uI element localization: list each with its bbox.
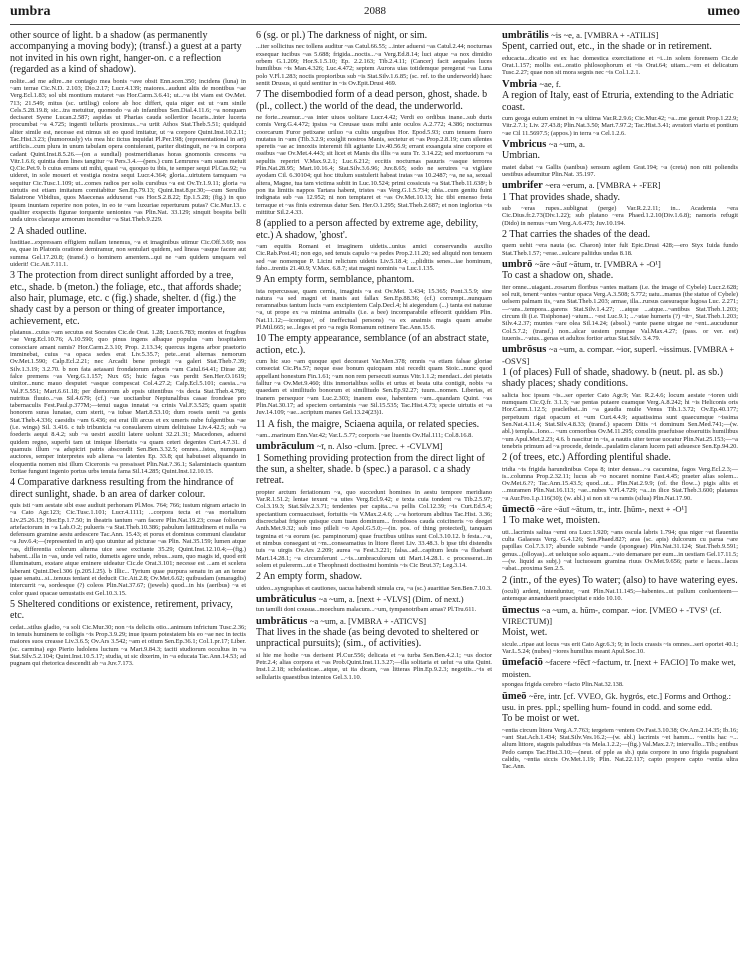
sense-definition: Umbrian. [502,150,541,162]
citation-block: (oculi) ardent, intenduntur, ~ant Plin.Nat.11.145;—habentes...ut pullum conluenteem—antemque annanduerit praecipitat e nido 10.10. [502,588,738,603]
sense-definition: 7 The disembodied form of a dead person, ghost, shade. b (pl., collect.) the world of the dead, the underworld. [256,89,488,112]
entry-headword: umbrōsus [502,344,547,356]
dictionary-entry [502,139,738,150]
citation-block: lustitiae...expressam effigiem nullam tenemus, ~a et imaginibus utimur Cic.Off.3.69; nos ea, quae in Platonis oratione demiramur, non sentulari quidem, sed lineas ~asque facere aut summa Gel.17.20.8; (transf.) o hominem amentem...qui ne ~am quidem umquam vel uiderit! Cic.Att.7.11.1. [10,238,246,268]
entry-headword: ūmectus [502,604,540,616]
citation-block: ne forte...reamur...~as inter uiuos uolitare Lucr.4.42; Verdi eo ordibus inane...sub duris comis Verg.G.4.472; ipsius ~a Creusae usus mihi ante oculos A.2.772; 4.386; nocturnus coorcarum Furor petixane uriluo ~a cultis unguibus Hor. Epod.5.93; cum tenuem fuero mutatus in ~am (Tib.3.2.9; exsiglit nostros Manis, sectetur et ~as Prop.2.8.19; cum silentes speretis ~ae ac innoxiis interemit fili agitante Liv.40.56.9; errant exsanguia sine corpore et ossibus ~ae Ov.Met.4.443; sit licet et Manis dis illis ~a sura Tr. 3.14.22; sed mortuorum ~a sepultis reperirt V.Max.9.2.1; Luc.6.212; eccitis nocturnas pauuris ~asque terrores Plin.Nat.28.95; Mart.10.16.4; Stat.Silv.3.6.96; Juv.8.65; sodo ne seruires ~a vigilare ayodam Cil. 6.30104; qui hoc titulum sustulerit habeat iratas ~as 10.2487; ~a, ne sa, sexual altera, Magne, tua tam victima subiit in Luc.10.524; primi cossicuis ~a Stat.Theb.11.638ᵃ; b pon ita limitis nappos Tartara habent, tristes ~as Verg.G.1.5.734; ubia...cum genitu fuint indignata sub ~as 12.952; ni non temptaret et ~as Ov.Met.10.13; hic tibi emenso freta terraque et ~as finis extremus datur Sen. Her.O.1.295; Stat.Theb.2.687; et non inglorius ~is mittitur Sil.2.4.33. [256,114,492,216]
citation-block: ista repercussae, quam cernis, imaginis ~a est Ov.Met. 3.434; 15.365; Pont.3.5.9; sine natura ~a sed magni et inanis aut fallax Sen.Ep.88.36; (cf.) corrumpt...nunquam reramnaibus tantum lucis ~am excipientem Calp.Decl.4; hi aiegendum (...) tanta est naturae ~a, ut prope ex ~a minima animalis (i.e. a bee) incomparabile effecerit quiddam Plin. Nat.11.12;—iconique/, of ineffectual persons) ~a ex anaimis magis quam amabe Pl.Mil.665; se...leges et pro ~a regis Romanum retinere Tac.Ann.15.6. [256,287,492,332]
citation-block: si hie me hodie ~us derisent Pl.Cur.556; delicata et ~a turba Sen.Ben.4.2.1; ~us doctor Petr.2.4; alias corpora et ~as Prob.Quint.Inst.11.3.27;—illa solitaria et uelut ~a uita Quint. Inst.1.2.18; scholasticae...atque, ut ita dicam, ~as litteras Plin.Ep.9.2.3; negotiis...~is et sellulariis quaestibus intentos Gel.3.1.10. [256,651,492,681]
citation-block: iter omne...uiagant...rosarum floribus ~antes mattam (i.e. the image of Cybele) Lucr.2.628; sol ruit, tenent ~antes ~antur opaca Verg.A.3.508; 5.772; uatu...manus (the statue of Cybele) uelsem palmam iis, ~ans Stat.Theb.1.203; armae, illa...rursus caesuraque lugosa Luc. 2.271;—~ans...tempora...garens Stat.Silv.1.4.27; ...atque ...atque...~antibus Stat.Theb.1.203; circum ili (i.e. Tisiphonae) ~atum... ~est Luc.9.1; ...~atae humeris (?) ~it~, Stat.Theb.1.203; Silv.4.2.37; muntes ~are olea Sil.14.24; (absol.) ~ante paene uirgae ne ~ent...aucudunur Col.5.7.2; (transf.) non...alcar uestem pumpae Val.Max.4.27; (pass. or ver. est) iuuenis...~atus...genas et adultos fortior artus Stat.Silv. 3.4.79. [502,283,738,342]
citation-block: tridia ~is frigida harundinibus Copa 8; inter densas...~a cacumina, fagos Verg.Ecl.2.3;—is...columna Prop.2.32.11; lucus ab ~o nocaret nomine Fast.4.45; praeter alias solem... Ov.Met.6.??; Tac.Ann.15.43.5; quod...ut... Plin.Nat.2.9.9; (of. the flow...) pigis aliis et ...muramen Plin.Nat.16.113; ~ae...nubes V.Fl.4.729; ~a...in ilice Stat.Theb.3.600; platanus ~a Aur.Fro.1.p.116(30); (w. abl.) si non sit ~a ramis (silua) Plin.Nat.17.90. [502,465,738,502]
entry-headword: umbrō [502,258,533,270]
sense-definition: 3 The protection from direct sunlight afforded by a tree, etc., shade. b (meton.) the foliage, etc., that affords shade; also hair, plumage, etc. c (fig.) shade, shelter. d (fig.) the shady cast by a person or thing of greater importance, achievement, etc. [10,270,242,327]
entry-grammar: ~a ~um, a. [VMBRA + -ATICVS] [309,615,427,626]
citation-block: salicta hoc ipsum ~is...ser operter Cato Agr.9; Var. R.2.4.6; locum aestate ~ioren uidi numquam Cic.Q.fr. 3.1.3; ~ae pentas putaere cuamque Verg.A.8.242; hi ~is Heliconis oris Hor.Carm.1.12.5; pracleibat...in ~a gaudia mulie Venus Tib.1.3.72; Ov.Ep.40.177; perpetuum rigat opacum et ~um Curt.4.4.9; aquatissima sunt quaecumque ~issima Sen.Nat.4.11.4; Stat.Silv.4.8.33; (transf.) spacem Ditis ~i dominum Sen.Med.741;—(w. abl.) templa...Iono... ~um cornoribus Ov.M.11.295; consiliis praefuisse obseruitis humilibus ~um Apul.Met.2.23; 4.6. b nascitur in ~is, a nautis uiter terrae uocatur Plin.Nat.25.153;—~a tenebris primum ad ~a procede, deinde...paulatim claram lucem pati adsuesce Sen.Ep.94.20. [502,391,738,450]
sense-definition: 1 (of places) Full of shade, shadowy. b (neut. pl. as sb.) shady places; shady conditions. [502,366,723,390]
sense-definition: To be moist or wet. [502,713,580,725]
sense-definition: other source of light. b a shadow (as permanently accompanying a moving body); (transf.) a guest at a party not invited in his own right, hanger-on. c a reflection (regarded as a kind of shadow). [10,30,242,76]
citation-block: ~entia circum litora Verg.A.7.763; tergetem ~entem Ov.Fast.3.10.38; Ov.Am.2.14.35; Ib.16; ~ant Stat.Ach.1.434; Stat.Silv.Ves.16.2;—(w. abl.) lacrimis ~et hamm... ~entiis hac ~... alium littore, stagnis paludibus ~is Mela.1.2.2;—(fig.) Val.Max.2.?; intervallo...Tib.; entibus Pedo camps Tac.Hist.3.10;—(neut. of pple as sb.) quia corpore in uno frigida pugnabant calidis, ~entia siccis Ov.Met.1.19; Plin. Nat.22.117; capto propere capto ~entia ultra Tac.Ann. [502,726,738,771]
citation-block: quis isti ~am aestate sibi esse audiuit perhonam Pl.Mos. 764; 766; iustum nigram artacio in ~a Cato Agr.123; Cic.Tusc.1.101; Lucr.4.1111; ...corpora tecta et ~as mortalium Liv.25.26.15; Hor.Ep.1.7.50; in theatris tantum ~am facere Plin.Nat.19.23; cosae foliorum artefactorum in ~a Lab.O.2; pulueris ~a Stat.Theb.10.386; pabulum lattitudinem et nulla ~a defensum gramine aestu ardescere Tac.Ann. 15.43; et porus et dominus communi claudatur ~a Juv.6.4;—(represented in art) quo utuntur ad picturae ~as Plin. Nat.35.159; lumen atque ~as, differentia colorum alterna uice sese excitante 35.29; Quint.Inst.12.10.4;—(fig.) habent...illa in ~as, unde vel ratio, dumetis agere unde, rebus...sum, quo magis id, quod erit illuminatum, exstare atque eminere uideatur Cic.de Orat.3.101; necesse est ...am et scelera laberant Quint.Decl.306 (p.205.l.25). b Illic... Tyrium quae purpura senatu in an an tenue quae senatu...si...tenuus teniant et deducit Cic.Att.2.8; Ov.Met.6.62; quibusdam (smaragdis) intercurrit ~a, sordesque (?) coleos Plin.Nat.37.67; (jewels) quod...in his (aeribus) ~a et color quasi opacae uenustatis est Gel.10.3.15. [10,501,246,597]
dictionary-entry [502,691,738,714]
citation-block: spongea frigida cerebro ~facto Plin.Nat.32.138. [502,681,624,689]
sense-definition: 4 Comparative darkness resulting from the hindrance of direct sunlight, shade. b an area of darker colour. [10,477,234,500]
entry-headword: umbrifer [502,180,543,192]
entry-headword: Vmbricus [502,138,547,150]
citation-block: propter arctum feriationum ~a, quo succedunt homines in aestu tempore meridiano Var.R.1.51.2; lentae texunt ~a uites Verg.Ecl.9.42; e texta cuia tondent ~a Tib.2.5.97; Col.3.19.3; Stat.Silv.2.3.71; tendentes per capita...~a pellis Col.12.39; ~is Curt.Ed.5.4; spectantium cornuacuisset, fortuitis ~is V.Max.2.4.6; ...~a hortorum abditus Tac.Hist. 3.36; discrectabat frigore quisque cum tuam dominum... frondosos cauda coicitneris ~o deeget Anth.Met.9.32; sub imo pilleli ~o Apol.G.5.0;—(in. pos. of thing protected), tanquam tegmina et ~a eorum (sc. pampinorum) quae fructibus utilius sunt Col.3.10.12. b festa...~a, et nimbus consegant ut ~m...conseamatius in litore fleret Liv. 33.48.3. b ipse tibi distendis tuis ~a uirgis Ov.Ars 2.209; aurea ~a Fest.3.221; falsa...ad...capitum leuis ~a fluebant Mart.14.28.1; ~a circumferunt ...~is...umbraculorum uti Mart.14.28.1. c processerat...in solem et pulererm...ut e Theophrasti doctissimi hominis ~is Cic Brut.37; Leg.3.14. [256,488,492,569]
dictionary-entry [502,504,738,515]
column-right [502,30,738,958]
sense-definition: 2 (of trees, etc.) Affording plentiful shade. [502,452,671,464]
citation-block: uideo...syngraphas et cautiones, uacua habendi simula cra, ~a (sc.) auaritiae Sen.Ben.7.10.3. [256,584,492,592]
sense-definition: 8 (applied to a person affected by extreme age, debility, etc.) A shadow, 'ghost'. [256,218,479,241]
sense-definition: 6 (sg. or pl.) The darkness of night, or sim. [256,30,428,41]
sense-definition: Moist, wet. [502,627,548,639]
entry-headword: umbrāticus [256,615,308,627]
dictionary-entry [502,605,738,628]
entry-grammar: ~āre ~āuī ~ātum, tr., intr. [hūm-, next + -O¹] [537,504,687,514]
sense-definition: 5 Sheltered conditions or existence, retirement, privacy, etc. [10,598,233,622]
entry-headword: ūmeō [502,690,527,702]
page-number: 2088 [364,5,386,17]
entry-grammar: ~āre ~āuī ~ātum, tr. [VMBRA + -O¹] [534,258,661,269]
entry-grammar: ~ae, f. [539,78,561,89]
citation-block: uti...lacrimis saliua ~emi ora Lucr.1.920; ~ans oscula labris 1.794; qua niger ~at flauentia culta Galaesus Verg. G.4.126; Sen.Phaed.827; aras (sc. apis) dulcorum cu parua ~are papillas Col.7.3.17; abunde subinde ~ande (spongeae) Plin.Nat.31.124; Stat.Theb.9.591; genus...(olloyas)...et uelutque solo aquam...~ato demanare per eum...in uestiam Gel.17.11.5;—(w. liquid as subj.) ~at luctuosum gramina riuus Ov.Met.9.656; parte e lacus...lacus ~abat...proxima Sen.2.5. [502,528,738,573]
sense-definition: 2 (intr., of the eyes) To water; (also) to have watering eyes. [502,574,738,586]
sense-definition: 11 A fish, the maigre, Sciaena aquila, or related species. [256,418,480,430]
dictionary-entry [256,616,492,627]
citation-block: quem uehit ~era nauta (sc. Charon) inter fult Epic.Drusi 428;—ero Styx Iuida fundo Stat.Theb.1.57; ~erae...sulcare paliidus undas 8.18. [502,242,738,257]
entry-headword: ūmectō [502,504,535,515]
sense-definition: 2 A shaded outline. [10,225,87,237]
dictionary-entry [502,30,738,41]
dictionary-columns [10,30,740,958]
citation-block: ...iter sollicitus nec tollens auditur ~as Catul.66.55; ...inter aduersi ~as Catul.2.44; nocturnas exsequar iucibus ~as 5.688; frigida...noctis...~a Verg.Ed.8.14; luci atque ~a nox dimidio orbem G.1.209; Hor.S.1.5.10; Ep. 2.2.163; Tib.2.4.11; (Cancer) facit aequales luces humilibus ~is Man.4.326; Luc.4.472; septem Aurora uias totidemque peregerat ~as Luna polo V.Fl.1.283; noctis propioribus sub ~is Stat.Silv.1.6.85; (sc. ref. to the underworld) haec sentit Drusus, si quid sentitur in ~is Ov.Epit.Drusi 469. [256,43,492,87]
sense-definition: To cast a shadow on, shade. [502,270,614,282]
sense-definition: 10 The empty appearance, semblance (of an abstract state, action, etc.). [256,333,490,356]
right-guide-word: umeo [707,4,740,19]
entry-grammar: ~a ~um, a. hūm-, compar. ~ior. [VMEO + -TVS¹ (cf. VIRECTUM)] [502,604,722,626]
citation-block: sub ~eras rupes...sublignat (perge) Var.R.2.2.11; in... Academia ~era Cic.Dius.fr.2.73(Div.1.22); sub platano ~era Phaed.1.2.10(Div.1.6.8); namoris refugit (Dido) in nemus ~um Verg.A.6.473; Juv.10.194. [502,205,738,227]
sense-definition: 2 That carries the shades of the dead. [502,228,651,240]
entry-headword: umbrāculum [256,441,315,453]
entry-headword: Vmbria [502,78,537,90]
citation-block: matet dabat ~a Gallis (sanibus) sensum agilem Grat.194; ~a (creta) non niti poliendis uestibus adsumitur Plin.Nat. 35.197. [502,163,738,178]
citation-block: cum hic suo ~am quoque spei decoraset Var.Men.378; omnis ~a etiam falsae gloriae consectat Cic.Pis.57; neque esse bonum quicquam nisi recedit quam Stoic...nunc quod appellant honestum Fin.1.61; ~am non rem persecuti sumus Vitr.1.1.2; mendaci...dei pietatis falltur ~a Ov.Met.9.460; iliis inmortalibus sollis et urtus et beata uita contigit, nobis ~a quaedam et similitudo bonorum et similitudo Sen.Ep.92.27; tuum...nomen. Libertas, et inanem persequor ~am Luc.2.303; inanem esse, habentem ~am...quandam Quint. ~as Plin.Nat.30.17; ad speciem certaminis ~ae Sil.15.535; Tac.Hist.4.73; specie uirtutis et ~a Juv.14.109; ~ae...scriptum manes Gel.13.24(23)1. [256,358,492,417]
entry-headword: umbrāticulus [256,593,317,605]
entry-grammar: ~ēre, intr. [cf. VVEO, Gk. hygrós, etc.] Forms and Orthog.: usu. in pres. ppl.; spelling hum- found in codd. and some edd. [502,690,732,712]
entry-grammar: ~a ~um, a. compar. ~ior, superl. ~issimus. [VMBRA + -OSVS] [502,344,735,366]
header-rule [10,24,740,25]
left-guide-word: umbra [10,4,51,19]
citation-block: ~am...marinum Enn.Var.42; Var.L.5.77; corporis ~ae liuentis Ov.Hal.111; Col.8.16.8. [256,431,473,439]
entry-grammar: ~era ~erum, a. [VMBRA + -FER] [545,180,661,191]
dictionary-entry [256,441,492,452]
citation-block: cum geoga euium eminet in ~a ultima Var.R.2.9.6; Cic.Mur.42; ~a...me genuit Prop.1.22.9; Vitr.2.7.1; Liv. 27.43.8; Plin.Nat.3.50; Mart.7.97.2; Tac.Hist.3.41; avratori viariu et pontium ~ae Cil 11.5697.5; (appos.) in terra ~a Cel.1.2.6. [502,114,738,137]
entry-headword: ūmefaciō [502,657,543,669]
citation-block: sicule...ripae aut locus ~us erit Cato Agr.6.3; 9; in locis crassis ~is omnes...seri oportet 40.1; Var.L.5.24; (nubes) ~iores humilius meant Apul.Soc.10. [502,640,738,656]
entry-headword: umbrātilis [502,30,549,41]
sense-definition: A region of Italy, east of Etruria, extending to the Adriatic coast. [502,90,734,113]
citation-block: nolite...ad me adire...ne contagio mea bonis ~ave obsit Enn.scen.350; incidens (luna) in ~am terrae Cic.N.D. 2.103; Dio.2.17; Lucr.4.139; maiores...audunt altis de montibus ~ae Verg.Ecl.1.83; sol ubi montium mutaret ~as Hor.Carm.3.6.41; ut...~a ibi viam est Ov.Met. 713; 21.549; mitus (sc. urtilisg) colore ab hoc differt, quia niger est ut ~am sinile Cels.5.28.19.8; sic...tra metuitur, quomodo ~a ab infantibus Sen.Dial.4.11.6; ~a nonquam decisaret Syene Lucan.2.587; aspidas ut Pharias cauda sollertior Iscaris...inter lucerta procumbat ~a 4.725; ingenti telluris proximus...~a urtit Athos Stat.Theb.5.51; quidquid aliter simile est, necesse est nimus sit eo quod imitatur, ut ~a corpore Quint.Inst.10.2.11; Tac.Hist.3.23; (humorously) vis mea hic iictus inquidat Pl.Per.198; (representational in art) artificis...cum plura in unum tabulam opera contulerant, pariter distinguit, ne ~a in corpora cadant Quint.Inst.8.5.26.—(on a sundial) postmeridianas horas gnomonis crescens ~a Vitr.1.6.6; quintia dum lines tangitur ~a Pers.3.4.—(pers.) cum Lemrures ~am suam metuit Q.Cic.Pet.9. b cuius errans uti mihi, quasi ~a, quoquo tu ibis, te semper sequi Pl.Cas.92; ~a uideret, in sole moueri et vestigia nostra sequi Lucr.4.364; gloria...uirtutem tamquam ~a sequitur Cic.Tusc.1.109; ut...comes radios per solis cursibus ~a est Ov.Tr.1.9.11; gloria ~a uirtutis est etiam imitatum comitabitur Sen.Ep.79.13; Quint.Inst.8.pr.30;—cum Seruilio Balatrone Vibidius, quos Maecenas adduxerat ~as Hor.S.2.8.22; Ep.1.5.28; (fig.) in quo ipsum inuntam reperire non potes, in eo te ~am luxuriae reperturum putas? Cic.Mur.13. c qualiter exspectis figurae torquente ueniontes ~as Plin.Nat. 33.129; sinquit bospita belli unda uiros claraque armorum incendiur ~a Stat.Theb.9.229. [10,77,246,224]
sense-definition: 9 An empty form, semblance, phantom. [256,274,415,286]
citation-block: tun tamilli doni cousua...moechum malacum...~um, tympanotribam amas? Pl.Tru.611. [256,606,477,614]
dictionary-entry [502,180,738,191]
dictionary-entry [502,657,738,680]
sense-definition: That lives in the shade (as being devoted to sheltered or unpractical pursuits); (sim., of activities). [256,626,479,650]
dictionary-entry [502,344,738,367]
column-left [10,30,246,958]
citation-block: ~am equitis Romani et imaginem uidetis...unius amici conservandis auxilio Cic.Rab.Post.41; non ego, sed tenuis capulo ~a pedes Prop.2.11.20; sed aliquid non tenuem sed ~ae nomenque P. Licini relictum uidetis Liv.5.18.4; ...pliditis senes...iae hominum, fabo...trentis 21.40.9; V.Max. 6.8.7; stat magni nominis ~a Luc.1.135. [256,242,492,272]
column-middle [256,30,492,958]
entry-grammar: ~a ~um, a. [next + -VLVS] (Dim. of next.) [318,593,464,604]
dictionary-entry [256,594,492,605]
sense-definition: Spent, carried out, etc., in the shade or in retirement. [502,41,712,53]
citation-block: educacta...dicatio est ex hac domestica exercitatione et ~i...in solem forensem Cic.de Orat.1.157; mollis est...oratio philosophorum et ~is Orat.64; uitam...~em et delicatum Tusc.2.27; quae non sit mora segnis nec ~is Col.1.2.1. [502,54,738,77]
entry-grammar: ~is ~e, a. [VMBRA + -ATILIS] [551,30,659,40]
citation-block: cedat...stilus gladio, ~a soli Cic.Mur.30; non ~is deliciis otio...animum infrictum Tusc.2.36; in tenuis huminem te colligis ~is Prop.3.9.29; inue ipsum potestatem bis eo ~ae nec in tectis maiores suos creasse Liv.3.6.5; Ov.Ars 3.542; ~am et otium Sen.Ep.36.1; Col.1.pr.17; Liber. (sc. carmina) ego Pierio ludolens luctum ~a Mart.9.84.3; taciti studiorum occultus in ~a Stat.Silv.5.2.104; Quint.Inst.10.5.17; studia, ut sic dixerim, in ~a educata Tac.Ann.14.53; ad pugnam qui rhetorica descendit ab ~a Juv.7.173. [10,623,246,668]
entry-grammar: ~a ~um, a. [548,138,585,149]
sense-definition: 1 That provides shade, shady. [502,191,621,203]
running-header [10,4,740,26]
entry-grammar: ~ī, n. Also -clum. [prec. + -CVLVM] [316,441,443,452]
sense-definition: 1 Something providing protection from the direct light of the sun, a shelter, shade. b (spec.) a parasol. c a shady retreat. [256,452,485,487]
dictionary-entry [502,79,738,90]
sense-definition: 2 An empty form, shadow. [256,571,363,583]
entry-grammar: ~facere ~fēcī ~factum, tr. [next + FACIO] To make wet, moisten. [502,657,736,679]
citation-block: platanus...cuius ~am secutus est Socrates Cic.de Orat. 1.28; Lucr.6.783; montes et frugibus ~ae Verg.Ecl.10.76; A.10.590; quo pinus ingens albaque populus ~am hospitalem consociare amant ramis? Hor.Carm.2.3.10; Prop. 2.13.34; quercus ingens arbor praetorio imminebat, cuius ~a opaca sedes erat Liv.5.35.7; pete...erat alternas nemorum Ov.Met.1.590; Calp.Ecl.2.21; nec Arcadii bene protegit ~a galeri Stat.Theb.7.39; Silv.1.3.19; 3.2.70. b non fata aetasani frondatorum arboris ~am Catul.64.41; Dirae 28; falce premens ~as Verg.G.1.157; Nux 65; huic fagus ~as perdit Sen.Her.O.1619; uinitor...nunc mauo desputet ~asque compescat Col.4.27.2; Calp.Ecl.5.101; caesia...~a Val.F.5.551; Mart.6.61.18; per diemorum ab epsis uitentibus ~is decia Stat.Theb.4.798; nutritus fluuio...~as Sil.4.679; (cf.) ~ae uocitanbur Neptunalibus casae frondeae pro tabernaculis Fest.Paul.p.377M;—tenui uagus innatat ~a crinis Val.F.3.525; quam spatiit honorem suras lunatae, cum sterit, ~a iubae Mart.8.53.10; dum roseis uenit ~a genis Stat.Theb.4.336; caesidis ~am 6.436; est erat illi arcus et ex umeris nube fulgentibus ~ae (i.e. wings) Sil. 3.416. c tub tribunicia ~a consularem uirum delituisse Liv.4.42.5; sub ~a foederis aequi 8.4.2; sub ~a uestri auxilii latere uolunt 32.21.31; Macedones, aduersi quidem regno, superbi tam ut imique libertatis ~a quam ceteri degentes Curt.4.7.31. d quamuis illum ~a adspiciri patris abscondit Sen.Ben.3.32.5; omnes...istos, numquam auctores, semper interpretes sub aliena ~a latentes Ep. 33.8; qui habuisset aliquando in eloquentia nomen nisi illum Ciceronis ~a pressisset Plin.Nat.?.36.1; Salaminiacis quantum Ixritae fungunt ingenio portus urbs tenuia fama Sil.14.285; Quint.Inst.12.10.15. [10,329,246,475]
sense-definition: 1 To make wet, moisten. [502,515,600,527]
dictionary-entry [502,259,738,270]
